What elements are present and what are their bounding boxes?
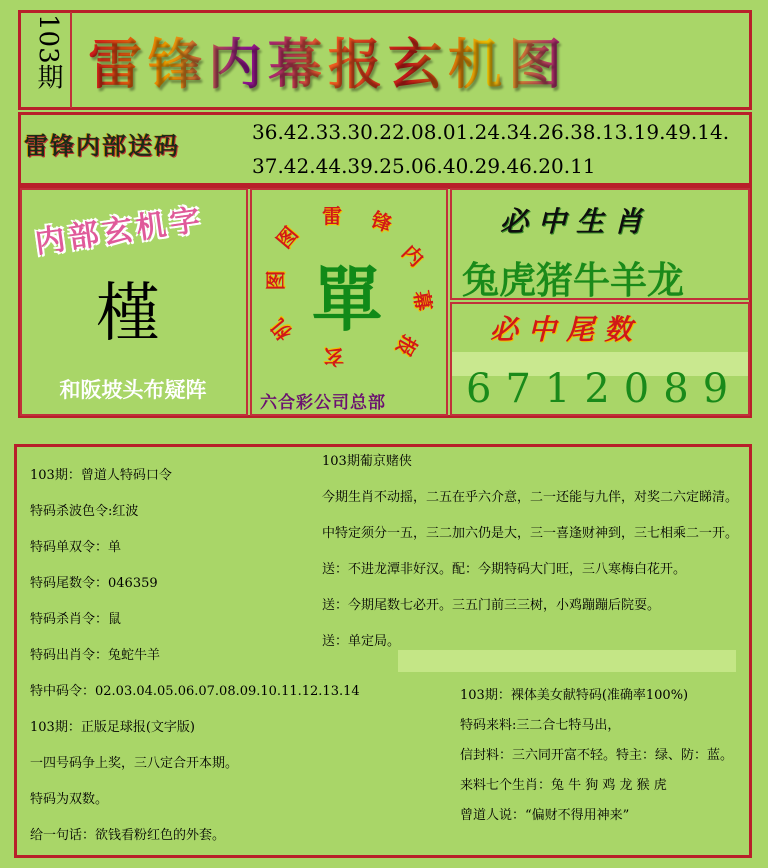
br-line-6: 送：单定局。 <box>322 634 401 649</box>
ring-char-2: 锋 <box>367 207 395 237</box>
left-caption: 和阪坡头布疑阵 <box>22 366 244 414</box>
ring-char-6: 玄 <box>324 345 344 369</box>
br-line-3: 中特定须分一五，三二加六仍是大，三一喜逢财神到，三七相乘二一开。 <box>322 526 739 541</box>
br-line-4: 送：不进龙潭非好汉。配：今期特码大门旺，三八寒梅白花开。 <box>322 562 687 577</box>
ring-char-8: 图 <box>263 270 288 291</box>
ring-char-3: 内 <box>397 240 429 272</box>
ring-char-7: 机 <box>265 314 297 345</box>
ring-char-5: 报 <box>391 331 423 361</box>
zodiac-list: 兔虎猪牛羊龙 <box>462 258 684 302</box>
codes-title: 雷锋内部送码 <box>24 131 180 160</box>
brb-line-1: 103期：裸体美女献特码(准确率100%) <box>460 688 689 703</box>
brb-line-2: 特码来料:三二合七特马出， <box>460 718 621 733</box>
bl-line-7: 特中码令：02.03.04.05.06.07.08.09.10.11.12.13.14 <box>30 684 360 699</box>
highlight-bar <box>398 650 736 672</box>
page-title: 雷锋内幕报玄机图 <box>88 22 568 99</box>
bl-line-11: 给一句话：欲钱看粉红色的外套。 <box>30 828 226 843</box>
bl-line-2: 特码杀波色令:红波 <box>30 504 139 519</box>
bl-line-10: 特码为双数。 <box>30 792 109 807</box>
ring-char-9: 图 <box>271 222 303 253</box>
bl-line-1: 103期：曾道人特码口令 <box>30 468 172 483</box>
codes-line-1: 36.42.33.30.22.08.01.24.34.26.38.13.19.49.14. <box>252 120 730 144</box>
bl-line-3: 特码单双令：单 <box>30 540 122 555</box>
ring-char-1: 雷 <box>322 204 342 228</box>
tail-numbers: 6712089 <box>466 366 743 412</box>
br-line-5: 送：今期尾数七必开。三五门前三三树，小鸡蹦蹦后院耍。 <box>322 598 661 613</box>
left-char: 槿 <box>96 277 160 351</box>
brb-line-4: 来料七个生肖：兔 牛 狗 鸡 龙 猴 虎 <box>460 778 667 793</box>
mid-footer: 六合彩公司总部 <box>260 393 386 413</box>
br-line-2: 今期生肖不动摇，二五在乎六介意，二一还能与九伴，对奖二六定睇清。 <box>322 490 739 505</box>
bl-line-6: 特码出肖令：兔蛇牛羊 <box>30 648 161 663</box>
bl-line-4: 特码尾数令：046359 <box>30 576 158 591</box>
bl-line-9: 一四号码争上奖，三八定合开本期。 <box>30 756 239 771</box>
mid-big-char: 單 <box>312 258 382 341</box>
issue-divider <box>70 12 72 108</box>
bl-line-8: 103期：正版足球报(文字版) <box>30 720 195 735</box>
brb-line-5: 曾道人说：“偏财不得用神来” <box>460 808 630 823</box>
tail-heading: 必中尾数 <box>490 313 643 346</box>
brb-line-3: 信封料：三六同开富不轻。特主：绿、防：蓝。 <box>460 748 734 763</box>
left-heading: 内部玄机字 <box>32 202 207 261</box>
ring-char-4: 幕 <box>408 288 437 313</box>
codes-line-2: 37.42.44.39.25.06.40.29.46.20.11 <box>252 154 596 178</box>
bl-line-5: 特码杀肖令：鼠 <box>30 612 122 627</box>
br-line-1: 103期葡京赌侠 <box>322 454 412 469</box>
issue-text: 103期 <box>33 14 63 90</box>
zodiac-heading: 必中生肖 <box>500 205 653 238</box>
issue-number <box>28 14 68 96</box>
